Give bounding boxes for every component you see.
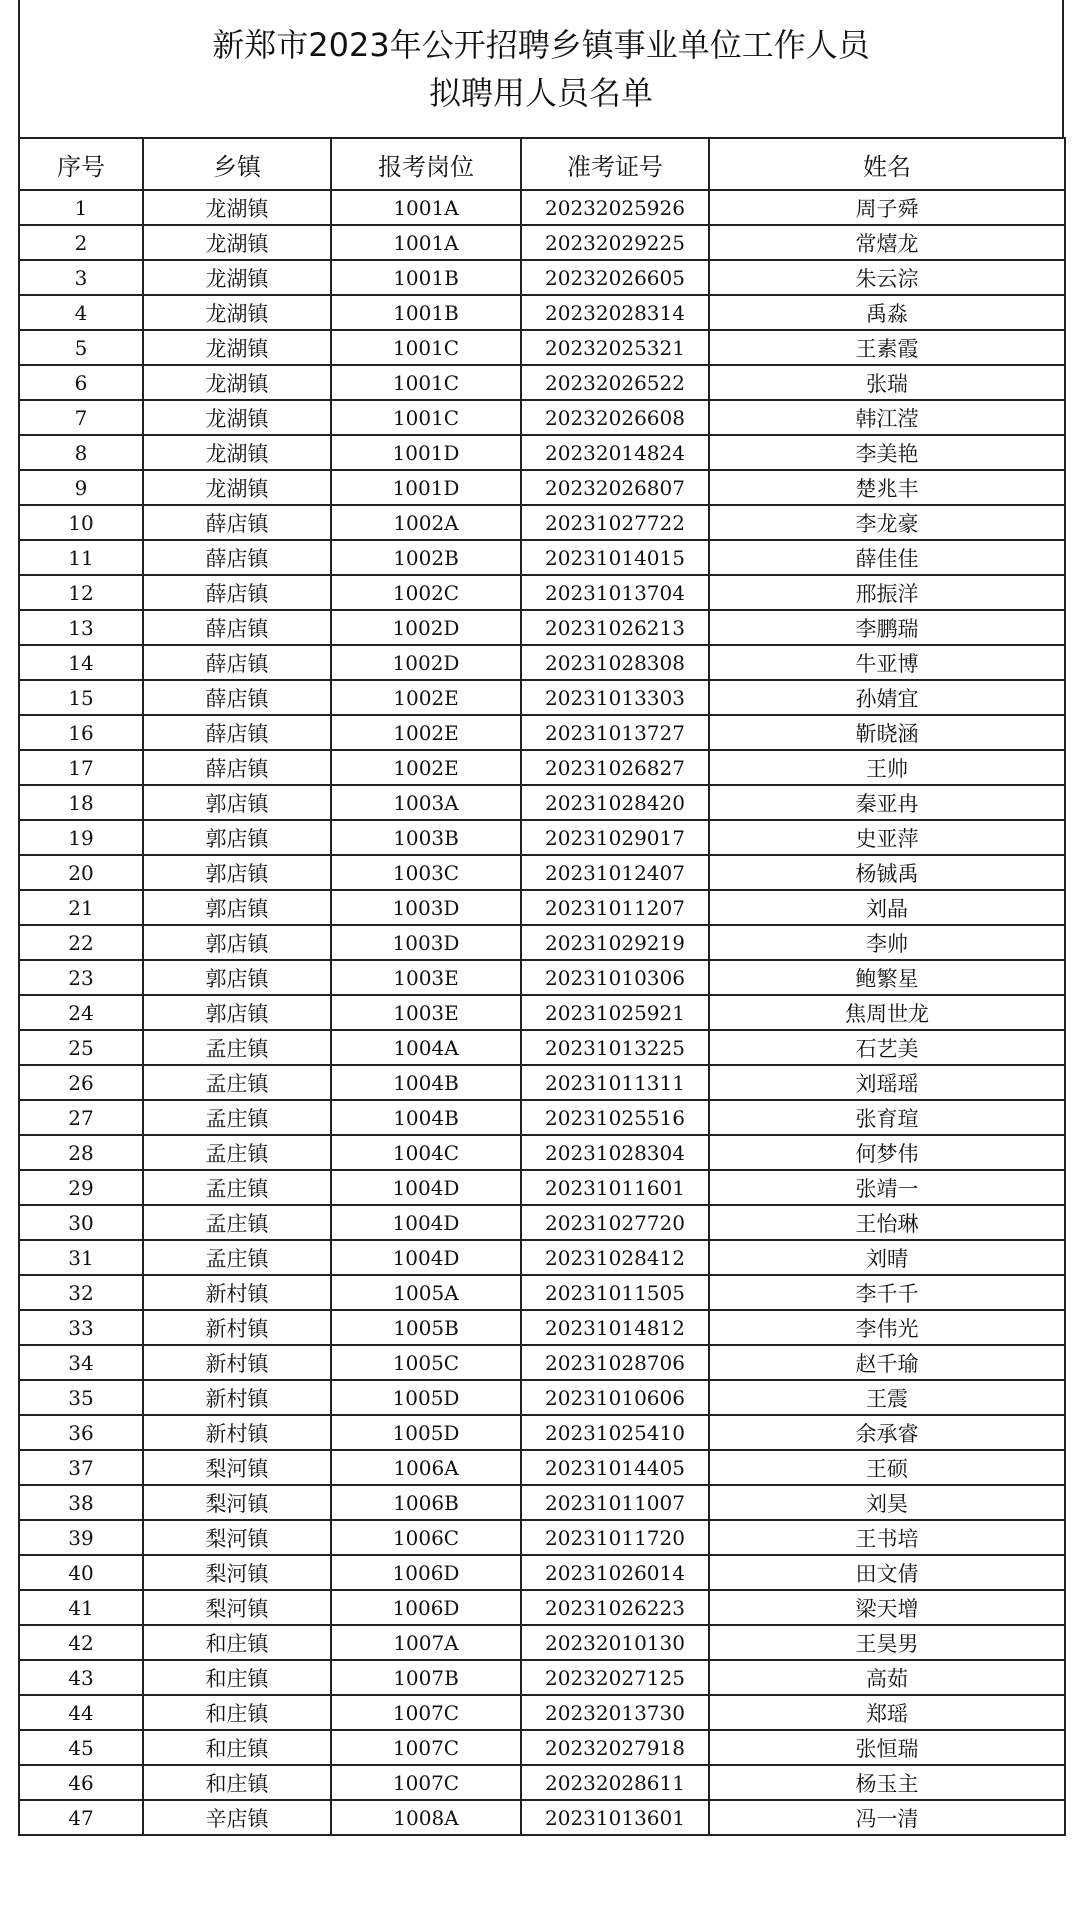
cell-name: 韩江滢 bbox=[709, 400, 1065, 435]
cell-index: 10 bbox=[19, 505, 143, 540]
cell-exam-number: 20232013730 bbox=[521, 1695, 709, 1730]
cell-position: 1005D bbox=[331, 1380, 521, 1415]
table-row bbox=[19, 1240, 1065, 1275]
table-row bbox=[19, 960, 1065, 995]
table-row bbox=[19, 365, 1065, 400]
cell-exam-number: 20231010606 bbox=[521, 1380, 709, 1415]
cell-index: 19 bbox=[19, 820, 143, 855]
cell-index: 6 bbox=[19, 365, 143, 400]
cell-position: 1004D bbox=[331, 1240, 521, 1275]
cell-exam-number: 20232025926 bbox=[521, 190, 709, 225]
cell-position: 1002A bbox=[331, 505, 521, 540]
table-row bbox=[19, 1800, 1065, 1835]
cell-town: 郭店镇 bbox=[143, 785, 331, 820]
cell-position: 1004A bbox=[331, 1030, 521, 1065]
table-row bbox=[19, 1030, 1065, 1065]
cell-index: 41 bbox=[19, 1590, 143, 1625]
cell-position: 1007A bbox=[331, 1625, 521, 1660]
cell-position: 1002D bbox=[331, 610, 521, 645]
cell-town: 龙湖镇 bbox=[143, 470, 331, 505]
cell-town: 龙湖镇 bbox=[143, 190, 331, 225]
header-town: 乡镇 bbox=[143, 138, 331, 190]
cell-index: 14 bbox=[19, 645, 143, 680]
cell-position: 1006A bbox=[331, 1450, 521, 1485]
table-row bbox=[19, 1380, 1065, 1415]
cell-index: 36 bbox=[19, 1415, 143, 1450]
cell-name: 刘晴 bbox=[709, 1240, 1065, 1275]
cell-town: 郭店镇 bbox=[143, 960, 331, 995]
table-row bbox=[19, 1590, 1065, 1625]
cell-index: 34 bbox=[19, 1345, 143, 1380]
cell-exam-number: 20231013704 bbox=[521, 575, 709, 610]
cell-exam-number: 20231026223 bbox=[521, 1590, 709, 1625]
cell-index: 18 bbox=[19, 785, 143, 820]
cell-position: 1002E bbox=[331, 680, 521, 715]
cell-town: 孟庄镇 bbox=[143, 1030, 331, 1065]
cell-exam-number: 20232010130 bbox=[521, 1625, 709, 1660]
cell-position: 1004D bbox=[331, 1205, 521, 1240]
cell-exam-number: 20231026213 bbox=[521, 610, 709, 645]
cell-name: 焦周世龙 bbox=[709, 995, 1065, 1030]
cell-position: 1003E bbox=[331, 995, 521, 1030]
cell-index: 42 bbox=[19, 1625, 143, 1660]
cell-town: 梨河镇 bbox=[143, 1485, 331, 1520]
cell-name: 薛佳佳 bbox=[709, 540, 1065, 575]
table-body bbox=[19, 190, 1065, 1835]
cell-position: 1004B bbox=[331, 1065, 521, 1100]
table-row bbox=[19, 1730, 1065, 1765]
cell-position: 1003B bbox=[331, 820, 521, 855]
cell-position: 1005C bbox=[331, 1345, 521, 1380]
cell-index: 27 bbox=[19, 1100, 143, 1135]
table-row bbox=[19, 295, 1065, 330]
table-row bbox=[19, 1310, 1065, 1345]
table-row bbox=[19, 1520, 1065, 1555]
cell-name: 史亚萍 bbox=[709, 820, 1065, 855]
cell-exam-number: 20231011505 bbox=[521, 1275, 709, 1310]
table-row bbox=[19, 1275, 1065, 1310]
cell-name: 石艺美 bbox=[709, 1030, 1065, 1065]
cell-index: 3 bbox=[19, 260, 143, 295]
cell-position: 1004D bbox=[331, 1170, 521, 1205]
cell-name: 张瑞 bbox=[709, 365, 1065, 400]
cell-town: 孟庄镇 bbox=[143, 1240, 331, 1275]
cell-name: 周子舜 bbox=[709, 190, 1065, 225]
header-index: 序号 bbox=[19, 138, 143, 190]
title-line-1: 新郑市2023年公开招聘乡镇事业单位工作人员 bbox=[212, 25, 870, 64]
cell-index: 9 bbox=[19, 470, 143, 505]
table-row bbox=[19, 1765, 1065, 1800]
cell-position: 1003D bbox=[331, 890, 521, 925]
cell-position: 1001C bbox=[331, 365, 521, 400]
cell-position: 1002C bbox=[331, 575, 521, 610]
cell-index: 7 bbox=[19, 400, 143, 435]
cell-exam-number: 20231011311 bbox=[521, 1065, 709, 1100]
cell-town: 梨河镇 bbox=[143, 1520, 331, 1555]
cell-town: 薛店镇 bbox=[143, 575, 331, 610]
cell-exam-number: 20231010306 bbox=[521, 960, 709, 995]
cell-town: 薛店镇 bbox=[143, 715, 331, 750]
table-row bbox=[19, 1415, 1065, 1450]
table-row bbox=[19, 260, 1065, 295]
cell-position: 1002E bbox=[331, 715, 521, 750]
table-row bbox=[19, 890, 1065, 925]
cell-exam-number: 20232014824 bbox=[521, 435, 709, 470]
cell-index: 17 bbox=[19, 750, 143, 785]
cell-position: 1002D bbox=[331, 645, 521, 680]
table-row bbox=[19, 1100, 1065, 1135]
cell-position: 1003A bbox=[331, 785, 521, 820]
cell-exam-number: 20232027125 bbox=[521, 1660, 709, 1695]
cell-position: 1006B bbox=[331, 1485, 521, 1520]
cell-town: 和庄镇 bbox=[143, 1695, 331, 1730]
cell-name: 何梦伟 bbox=[709, 1135, 1065, 1170]
cell-town: 龙湖镇 bbox=[143, 435, 331, 470]
cell-exam-number: 20231028308 bbox=[521, 645, 709, 680]
cell-town: 薛店镇 bbox=[143, 610, 331, 645]
cell-index: 16 bbox=[19, 715, 143, 750]
cell-position: 1004B bbox=[331, 1100, 521, 1135]
cell-town: 郭店镇 bbox=[143, 820, 331, 855]
cell-index: 37 bbox=[19, 1450, 143, 1485]
cell-exam-number: 20232028611 bbox=[521, 1765, 709, 1800]
cell-position: 1007B bbox=[331, 1660, 521, 1695]
table-row bbox=[19, 750, 1065, 785]
cell-town: 龙湖镇 bbox=[143, 260, 331, 295]
cell-index: 28 bbox=[19, 1135, 143, 1170]
cell-name: 田文倩 bbox=[709, 1555, 1065, 1590]
cell-position: 1005B bbox=[331, 1310, 521, 1345]
cell-name: 常熺龙 bbox=[709, 225, 1065, 260]
cell-name: 王昊男 bbox=[709, 1625, 1065, 1660]
cell-name: 李伟光 bbox=[709, 1310, 1065, 1345]
cell-position: 1003E bbox=[331, 960, 521, 995]
cell-index: 45 bbox=[19, 1730, 143, 1765]
cell-exam-number: 20231028420 bbox=[521, 785, 709, 820]
cell-town: 薛店镇 bbox=[143, 680, 331, 715]
cell-town: 薛店镇 bbox=[143, 750, 331, 785]
cell-town: 龙湖镇 bbox=[143, 365, 331, 400]
table-row bbox=[19, 225, 1065, 260]
table-row bbox=[19, 1135, 1065, 1170]
cell-name: 王帅 bbox=[709, 750, 1065, 785]
cell-exam-number: 20231014015 bbox=[521, 540, 709, 575]
table-row bbox=[19, 575, 1065, 610]
cell-name: 李美艳 bbox=[709, 435, 1065, 470]
cell-town: 新村镇 bbox=[143, 1380, 331, 1415]
cell-name: 朱云淙 bbox=[709, 260, 1065, 295]
cell-town: 孟庄镇 bbox=[143, 1100, 331, 1135]
cell-index: 23 bbox=[19, 960, 143, 995]
cell-town: 和庄镇 bbox=[143, 1625, 331, 1660]
cell-exam-number: 20231026827 bbox=[521, 750, 709, 785]
cell-name: 李龙豪 bbox=[709, 505, 1065, 540]
table-header-row bbox=[19, 138, 1065, 190]
cell-town: 孟庄镇 bbox=[143, 1170, 331, 1205]
cell-exam-number: 20231027720 bbox=[521, 1205, 709, 1240]
cell-index: 21 bbox=[19, 890, 143, 925]
cell-town: 孟庄镇 bbox=[143, 1135, 331, 1170]
cell-index: 11 bbox=[19, 540, 143, 575]
cell-index: 13 bbox=[19, 610, 143, 645]
cell-index: 38 bbox=[19, 1485, 143, 1520]
cell-index: 47 bbox=[19, 1800, 143, 1835]
cell-index: 24 bbox=[19, 995, 143, 1030]
cell-exam-number: 20232025321 bbox=[521, 330, 709, 365]
cell-name: 杨玉主 bbox=[709, 1765, 1065, 1800]
cell-exam-number: 20231014405 bbox=[521, 1450, 709, 1485]
cell-name: 梁天增 bbox=[709, 1590, 1065, 1625]
cell-name: 郑瑶 bbox=[709, 1695, 1065, 1730]
cell-name: 王怡琳 bbox=[709, 1205, 1065, 1240]
cell-exam-number: 20231013303 bbox=[521, 680, 709, 715]
cell-town: 梨河镇 bbox=[143, 1450, 331, 1485]
table-row bbox=[19, 715, 1065, 750]
cell-index: 2 bbox=[19, 225, 143, 260]
cell-position: 1006D bbox=[331, 1590, 521, 1625]
cell-name: 邢振洋 bbox=[709, 575, 1065, 610]
cell-exam-number: 20232027918 bbox=[521, 1730, 709, 1765]
table-row bbox=[19, 1625, 1065, 1660]
cell-index: 5 bbox=[19, 330, 143, 365]
cell-town: 新村镇 bbox=[143, 1345, 331, 1380]
table-row bbox=[19, 400, 1065, 435]
cell-name: 李千千 bbox=[709, 1275, 1065, 1310]
cell-exam-number: 20231013601 bbox=[521, 1800, 709, 1835]
cell-position: 1004C bbox=[331, 1135, 521, 1170]
cell-exam-number: 20231028412 bbox=[521, 1240, 709, 1275]
table-row bbox=[19, 1065, 1065, 1100]
cell-town: 薛店镇 bbox=[143, 505, 331, 540]
cell-name: 高茹 bbox=[709, 1660, 1065, 1695]
table-row bbox=[19, 470, 1065, 505]
cell-position: 1001D bbox=[331, 435, 521, 470]
cell-town: 薛店镇 bbox=[143, 540, 331, 575]
cell-index: 30 bbox=[19, 1205, 143, 1240]
cell-name: 赵千瑜 bbox=[709, 1345, 1065, 1380]
cell-town: 和庄镇 bbox=[143, 1765, 331, 1800]
cell-name: 刘晶 bbox=[709, 890, 1065, 925]
cell-town: 梨河镇 bbox=[143, 1590, 331, 1625]
cell-name: 张育瑄 bbox=[709, 1100, 1065, 1135]
cell-name: 孙婧宜 bbox=[709, 680, 1065, 715]
table-row bbox=[19, 190, 1065, 225]
cell-town: 郭店镇 bbox=[143, 890, 331, 925]
cell-name: 杨铖禹 bbox=[709, 855, 1065, 890]
cell-town: 龙湖镇 bbox=[143, 295, 331, 330]
cell-position: 1001C bbox=[331, 400, 521, 435]
cell-exam-number: 20232026608 bbox=[521, 400, 709, 435]
cell-name: 秦亚冉 bbox=[709, 785, 1065, 820]
cell-name: 余承睿 bbox=[709, 1415, 1065, 1450]
cell-index: 20 bbox=[19, 855, 143, 890]
cell-position: 1003C bbox=[331, 855, 521, 890]
cell-name: 靳晓涵 bbox=[709, 715, 1065, 750]
cell-index: 12 bbox=[19, 575, 143, 610]
cell-index: 40 bbox=[19, 1555, 143, 1590]
cell-exam-number: 20231025516 bbox=[521, 1100, 709, 1135]
cell-position: 1001D bbox=[331, 470, 521, 505]
table-row bbox=[19, 855, 1065, 890]
header-name: 姓名 bbox=[709, 138, 1065, 190]
cell-name: 张靖一 bbox=[709, 1170, 1065, 1205]
cell-town: 郭店镇 bbox=[143, 925, 331, 960]
cell-town: 龙湖镇 bbox=[143, 225, 331, 260]
cell-position: 1005A bbox=[331, 1275, 521, 1310]
cell-position: 1002E bbox=[331, 750, 521, 785]
cell-exam-number: 20231027722 bbox=[521, 505, 709, 540]
cell-position: 1001B bbox=[331, 260, 521, 295]
cell-exam-number: 20231029017 bbox=[521, 820, 709, 855]
cell-town: 梨河镇 bbox=[143, 1555, 331, 1590]
table-row bbox=[19, 925, 1065, 960]
header-exam-number: 准考证号 bbox=[521, 138, 709, 190]
cell-position: 1003D bbox=[331, 925, 521, 960]
cell-index: 31 bbox=[19, 1240, 143, 1275]
cell-town: 孟庄镇 bbox=[143, 1205, 331, 1240]
cell-town: 郭店镇 bbox=[143, 855, 331, 890]
cell-town: 龙湖镇 bbox=[143, 330, 331, 365]
cell-name: 王硕 bbox=[709, 1450, 1065, 1485]
document-title bbox=[18, 0, 1064, 137]
cell-position: 1007C bbox=[331, 1765, 521, 1800]
cell-position: 1002B bbox=[331, 540, 521, 575]
cell-position: 1007C bbox=[331, 1695, 521, 1730]
cell-town: 辛店镇 bbox=[143, 1800, 331, 1835]
cell-name: 王震 bbox=[709, 1380, 1065, 1415]
cell-town: 新村镇 bbox=[143, 1310, 331, 1345]
table-row bbox=[19, 995, 1065, 1030]
cell-exam-number: 20232026605 bbox=[521, 260, 709, 295]
cell-exam-number: 20231013727 bbox=[521, 715, 709, 750]
title-line-2: 拟聘用人员名单 bbox=[428, 73, 653, 112]
cell-index: 26 bbox=[19, 1065, 143, 1100]
table-row bbox=[19, 1695, 1065, 1730]
table-row bbox=[19, 785, 1065, 820]
cell-exam-number: 20231011720 bbox=[521, 1520, 709, 1555]
cell-index: 22 bbox=[19, 925, 143, 960]
cell-name: 冯一清 bbox=[709, 1800, 1065, 1835]
cell-position: 1001A bbox=[331, 225, 521, 260]
cell-exam-number: 20232026522 bbox=[521, 365, 709, 400]
table-row bbox=[19, 505, 1065, 540]
cell-exam-number: 20231012407 bbox=[521, 855, 709, 890]
cell-position: 1005D bbox=[331, 1415, 521, 1450]
cell-position: 1001C bbox=[331, 330, 521, 365]
cell-town: 郭店镇 bbox=[143, 995, 331, 1030]
table-row bbox=[19, 1450, 1065, 1485]
table-row bbox=[19, 820, 1065, 855]
cell-index: 8 bbox=[19, 435, 143, 470]
cell-index: 39 bbox=[19, 1520, 143, 1555]
table-row bbox=[19, 680, 1065, 715]
cell-position: 1007C bbox=[331, 1730, 521, 1765]
cell-town: 新村镇 bbox=[143, 1275, 331, 1310]
cell-index: 29 bbox=[19, 1170, 143, 1205]
cell-exam-number: 20232028314 bbox=[521, 295, 709, 330]
cell-exam-number: 20231011601 bbox=[521, 1170, 709, 1205]
cell-name: 刘昊 bbox=[709, 1485, 1065, 1520]
table-row bbox=[19, 1485, 1065, 1520]
cell-index: 4 bbox=[19, 295, 143, 330]
table-row bbox=[19, 1345, 1065, 1380]
cell-index: 32 bbox=[19, 1275, 143, 1310]
cell-position: 1006C bbox=[331, 1520, 521, 1555]
cell-name: 王书培 bbox=[709, 1520, 1065, 1555]
cell-town: 薛店镇 bbox=[143, 645, 331, 680]
cell-exam-number: 20231011007 bbox=[521, 1485, 709, 1520]
cell-exam-number: 20231026014 bbox=[521, 1555, 709, 1590]
cell-name: 禹淼 bbox=[709, 295, 1065, 330]
cell-town: 和庄镇 bbox=[143, 1730, 331, 1765]
cell-position: 1001B bbox=[331, 295, 521, 330]
cell-town: 龙湖镇 bbox=[143, 400, 331, 435]
cell-index: 33 bbox=[19, 1310, 143, 1345]
table-row bbox=[19, 540, 1065, 575]
table-row bbox=[19, 1660, 1065, 1695]
cell-name: 鲍繁星 bbox=[709, 960, 1065, 995]
cell-name: 牛亚博 bbox=[709, 645, 1065, 680]
cell-exam-number: 20231013225 bbox=[521, 1030, 709, 1065]
table-row bbox=[19, 1205, 1065, 1240]
cell-exam-number: 20231014812 bbox=[521, 1310, 709, 1345]
cell-name: 李鹏瑞 bbox=[709, 610, 1065, 645]
cell-name: 李帅 bbox=[709, 925, 1065, 960]
cell-name: 楚兆丰 bbox=[709, 470, 1065, 505]
table-row bbox=[19, 645, 1065, 680]
cell-index: 1 bbox=[19, 190, 143, 225]
cell-name: 王素霞 bbox=[709, 330, 1065, 365]
cell-index: 15 bbox=[19, 680, 143, 715]
table-row bbox=[19, 1555, 1065, 1590]
cell-exam-number: 20231029219 bbox=[521, 925, 709, 960]
cell-index: 25 bbox=[19, 1030, 143, 1065]
table-row bbox=[19, 330, 1065, 365]
cell-exam-number: 20231028706 bbox=[521, 1345, 709, 1380]
cell-exam-number: 20231025410 bbox=[521, 1415, 709, 1450]
table-row bbox=[19, 1170, 1065, 1205]
cell-exam-number: 20232029225 bbox=[521, 225, 709, 260]
cell-name: 刘瑶瑶 bbox=[709, 1065, 1065, 1100]
candidate-table bbox=[18, 137, 1066, 1836]
cell-exam-number: 20231011207 bbox=[521, 890, 709, 925]
cell-town: 和庄镇 bbox=[143, 1660, 331, 1695]
cell-index: 43 bbox=[19, 1660, 143, 1695]
cell-exam-number: 20231028304 bbox=[521, 1135, 709, 1170]
cell-position: 1006D bbox=[331, 1555, 521, 1590]
cell-position: 1008A bbox=[331, 1800, 521, 1835]
cell-position: 1001A bbox=[331, 190, 521, 225]
cell-exam-number: 20231025921 bbox=[521, 995, 709, 1030]
cell-index: 35 bbox=[19, 1380, 143, 1415]
table-row bbox=[19, 435, 1065, 470]
cell-town: 孟庄镇 bbox=[143, 1065, 331, 1100]
cell-name: 张恒瑞 bbox=[709, 1730, 1065, 1765]
header-position: 报考岗位 bbox=[331, 138, 521, 190]
cell-index: 44 bbox=[19, 1695, 143, 1730]
cell-index: 46 bbox=[19, 1765, 143, 1800]
table-row bbox=[19, 610, 1065, 645]
cell-exam-number: 20232026807 bbox=[521, 470, 709, 505]
cell-town: 新村镇 bbox=[143, 1415, 331, 1450]
